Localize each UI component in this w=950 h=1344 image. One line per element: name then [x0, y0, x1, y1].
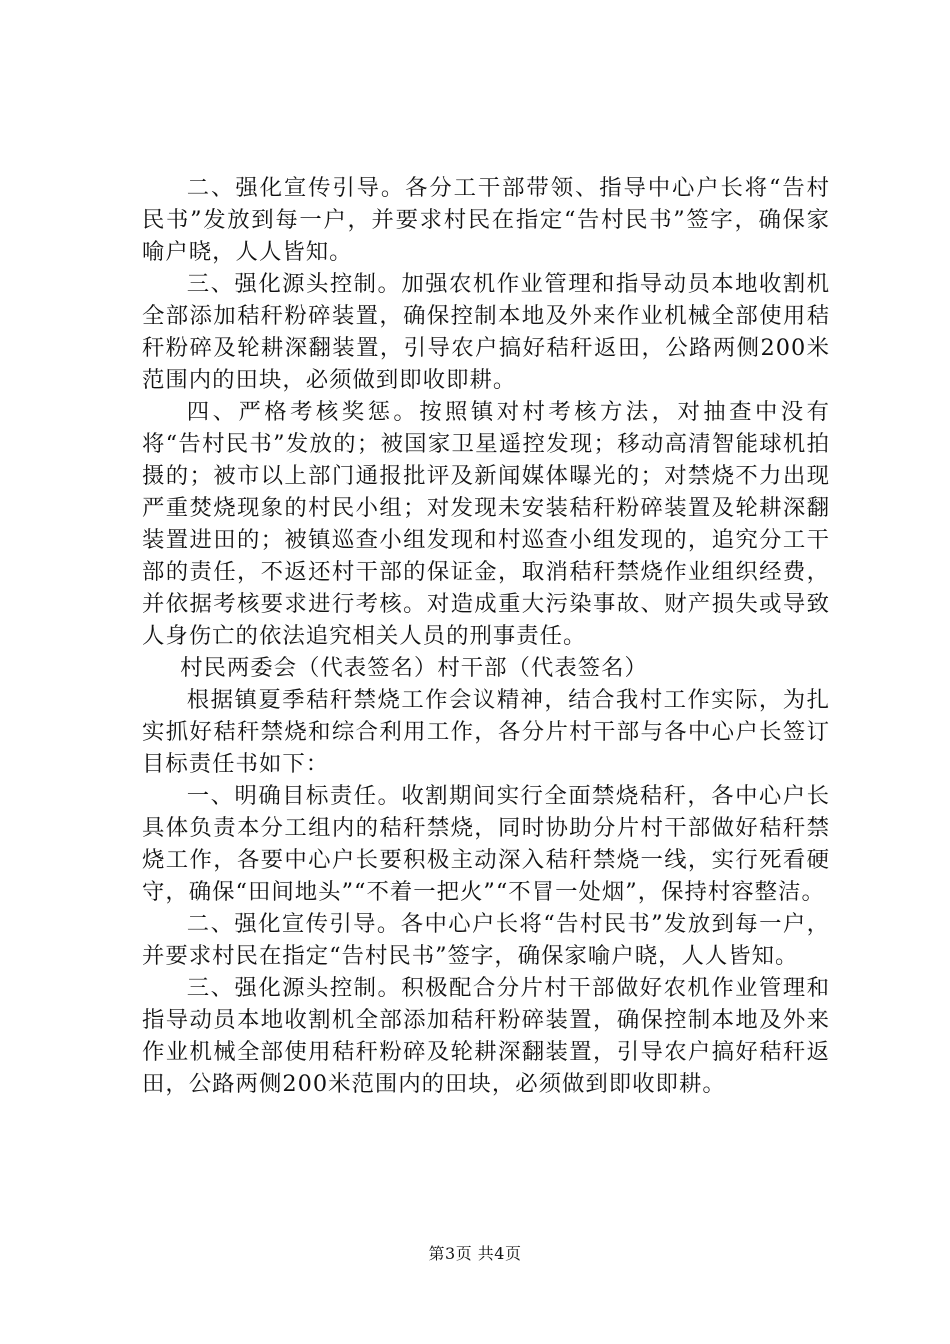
paragraph-preamble: 根据镇夏季秸秆禁烧工作会议精神，结合我村工作实际，为扎实抓好秸秆禁烧和综合利用工作，各分片村干部与各中心户长签订目标责任书如下： [142, 687, 830, 777]
paragraph-source-control-2: 三、强化源头控制。积极配合分片村干部做好农机作业管理和指导动员本地收割机全部添加秸秆粉碎装置，确保控制本地及外来作业机械全部使用秸秆粉碎及轮耕深翻装置，引导农户搞好秸秆返田，公路两侧200米范围内的田块，必须做到即收即耕。 [142, 975, 830, 1097]
paragraph-source-control: 三、强化源头控制。加强农机作业管理和指导动员本地收割机全部添加秸秆粉碎装置，确保控制本地及外来作业机械全部使用秸秆粉碎及轮耕深翻装置，引导农户搞好秸秆返田，公路两侧200米范围内的田块，必须做到即收即耕。 [142, 271, 830, 393]
page-number-footer: 第3页 共4页 [428, 1244, 522, 1263]
paragraph-target-responsibility: 一、明确目标责任。收割期间实行全面禁烧秸秆，各中心户长具体负责本分工组内的秸秆禁烧，同时协助分片村干部做好秸秆禁烧工作，各要中心户长要积极主动深入秸秆禁烧一线，实行死看硬守，确保“田间地头”“不着一把火”“不冒一处烟”，保持村容整洁。 [142, 783, 830, 905]
document-body [142, 172, 830, 1100]
paragraph-publicity: 二、强化宣传引导。各分工干部带领、指导中心户长将“告村民书”发放到每一户，并要求村民在指定“告村民书”签字，确保家喻户晓，人人皆知。 [142, 175, 830, 265]
signature-line: 村民两委会（代表签名）村干部（代表签名） [180, 655, 648, 681]
paragraph-assessment: 四、严格考核奖惩。按照镇对村考核方法，对抽查中没有将“告村民书”发放的；被国家卫星遥控发现；移动高清智能球机拍摄的；被市以上部门通报批评及新闻媒体曝光的；对禁烧不力出现严重焚烧现象的村民小组；对发现未安装秸秆粉碎装置及轮耕深翻装置进田的；被镇巡查小组发现和村巡查小组发现的，追究分工干部的责任，不返还村干部的保证金，取消秸秆禁烧作业组织经费，并依据考核要求进行考核。对造成重大污染事故、财产损失或导致人身伤亡的依法追究相关人员的刑事责任。 [142, 399, 830, 649]
paragraph-publicity-2: 二、强化宣传引导。各中心户长将“告村民书”发放到每一户，并要求村民在指定“告村民书”签字，确保家喻户晓，人人皆知。 [142, 911, 830, 969]
